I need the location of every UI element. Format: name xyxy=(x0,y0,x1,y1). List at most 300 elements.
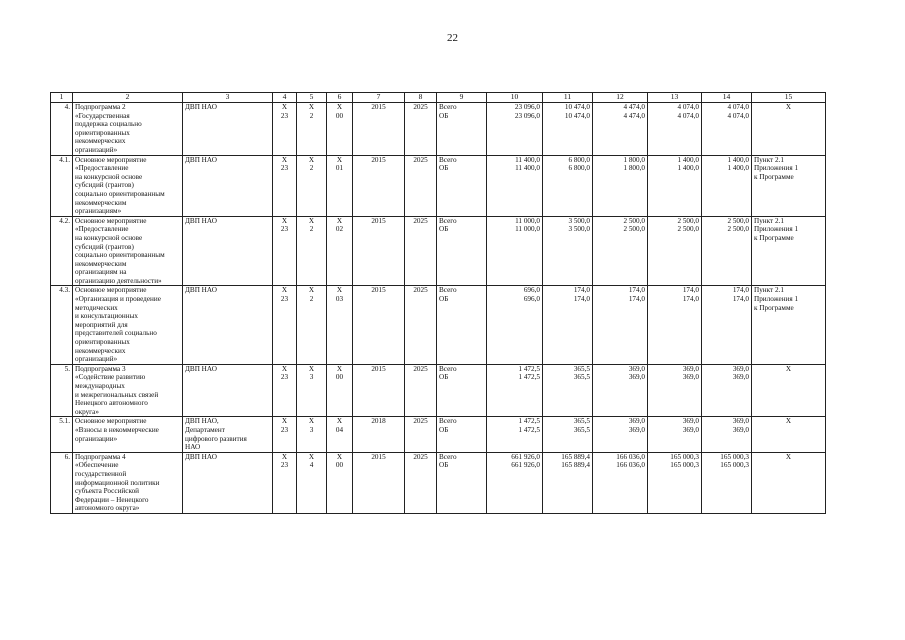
row-name-line: автономного округа» xyxy=(75,504,140,513)
code-c4 xyxy=(273,417,297,452)
page-number: 22 xyxy=(447,32,458,44)
code-c5 xyxy=(297,452,327,513)
end-year xyxy=(405,364,437,417)
amount-total: 174,0 xyxy=(682,286,699,295)
amount-v11 xyxy=(543,452,593,513)
code-c5 xyxy=(297,364,327,417)
row-note xyxy=(752,452,826,513)
amount-total: 1 472,5 xyxy=(518,364,540,373)
amount-v13 xyxy=(648,452,702,513)
amount-ob: 2 500,0 xyxy=(677,225,699,234)
code-value: Х xyxy=(281,103,288,111)
code-value: 23 xyxy=(280,373,289,382)
amount-total: 165 000,3 xyxy=(720,452,749,461)
amount-v13 xyxy=(648,155,702,216)
row-name-line: организациям на xyxy=(75,268,127,277)
amount-total: 174,0 xyxy=(573,286,590,295)
funding-source-ob: ОБ xyxy=(439,164,449,173)
amount-total: 1 400,0 xyxy=(677,155,699,164)
end-year-text: 2025 xyxy=(413,216,428,225)
row-name-line: международных xyxy=(75,382,125,390)
header-cell: 12 xyxy=(593,93,648,103)
end-year-text: 2025 xyxy=(413,364,428,373)
row-name-line: государственной xyxy=(75,469,127,478)
amount-ob: 165 889,4 xyxy=(561,461,590,470)
amount-total: 369,0 xyxy=(732,417,749,426)
amount-total: 369,0 xyxy=(628,364,645,373)
row-name-line: некоммерческих xyxy=(75,137,126,146)
row-name-line: на конкурсной основе xyxy=(75,172,143,181)
funding-source-ob: ОБ xyxy=(439,111,449,120)
amount-total: 11 000,0 xyxy=(515,216,540,225)
end-year-text: 2025 xyxy=(413,286,428,295)
code-value: Х xyxy=(336,452,343,461)
amount-total: 1 800,0 xyxy=(623,155,645,164)
row-note-line: Х xyxy=(785,417,792,426)
code-value: 23 xyxy=(280,111,289,120)
program-table xyxy=(50,92,826,514)
code-c5 xyxy=(297,155,327,216)
row-name-line: «Взносы в некоммерческие xyxy=(75,425,159,434)
amount-ob: 369,0 xyxy=(732,373,749,382)
funding-source xyxy=(437,155,487,216)
row-name-line: Основное мероприятие xyxy=(75,417,147,426)
code-value: Х xyxy=(308,417,315,426)
code-value: 01 xyxy=(335,164,344,173)
amount-v10 xyxy=(487,364,543,417)
end-year-text: 2025 xyxy=(413,452,428,461)
amount-ob: 174,0 xyxy=(732,295,749,304)
row-note-line: Х xyxy=(785,364,792,373)
row-note-line: Х xyxy=(785,103,792,111)
amount-ob: 11 000,0 xyxy=(515,225,540,234)
code-value: Х xyxy=(336,216,343,225)
header-cell: 14 xyxy=(702,93,752,103)
row-name-line: мероприятий для xyxy=(75,320,128,329)
row-executor-line: ДВП НАО xyxy=(185,103,217,111)
amount-v11 xyxy=(543,103,593,156)
funding-source xyxy=(437,286,487,364)
row-name-line: Подпрограмма 3 xyxy=(75,364,126,373)
code-c4 xyxy=(273,155,297,216)
end-year xyxy=(405,286,437,364)
amount-ob: 10 474,0 xyxy=(564,111,590,120)
code-value: 23 xyxy=(280,164,289,173)
amount-v12 xyxy=(593,452,648,513)
amount-total: 165 889,4 xyxy=(561,452,590,461)
amount-v14 xyxy=(702,452,752,513)
row-name-line: «Обеспечение xyxy=(75,461,119,470)
start-year xyxy=(353,364,405,417)
amount-v11 xyxy=(543,286,593,364)
code-value: Х xyxy=(281,155,288,164)
header-cell: 3 xyxy=(183,93,273,103)
amount-ob: 369,0 xyxy=(628,425,645,434)
funding-source-ob: ОБ xyxy=(439,425,449,434)
amount-total: 369,0 xyxy=(628,417,645,426)
code-value: 3 xyxy=(309,373,314,382)
start-year xyxy=(353,155,405,216)
amount-ob: 2 500,0 xyxy=(623,225,645,234)
row-executor-line: ДВП НАО xyxy=(185,452,217,461)
funding-source-total: Всего xyxy=(439,417,457,426)
row-note-line: Приложения 1 xyxy=(754,295,799,304)
table-row xyxy=(51,216,826,286)
header-cell: 8 xyxy=(405,93,437,103)
row-number xyxy=(51,103,73,156)
row-number xyxy=(51,452,73,513)
row-executor xyxy=(183,155,273,216)
row-name xyxy=(73,417,183,452)
row-name xyxy=(73,103,183,156)
amount-ob: 174,0 xyxy=(682,295,699,304)
amount-v14 xyxy=(702,417,752,452)
code-value: 23 xyxy=(280,295,289,304)
row-number-text: 6. xyxy=(64,452,70,461)
funding-source-total: Всего xyxy=(439,155,457,164)
amount-ob: 369,0 xyxy=(628,373,645,382)
funding-source-ob: ОБ xyxy=(439,295,449,304)
amount-ob: 1 400,0 xyxy=(727,164,749,173)
row-number xyxy=(51,417,73,452)
row-name-line: Основное мероприятие xyxy=(75,216,147,225)
row-name-line: организации» xyxy=(75,434,118,443)
start-year-text: 2015 xyxy=(371,286,386,295)
row-executor-line: ДВП НАО xyxy=(185,364,217,373)
funding-source-ob: ОБ xyxy=(439,461,449,470)
header-cell: 15 xyxy=(752,93,826,103)
start-year xyxy=(353,417,405,452)
row-note-line: Х xyxy=(785,452,792,461)
row-executor xyxy=(183,364,273,417)
amount-total: 165 000,3 xyxy=(670,452,699,461)
row-note-line: Приложения 1 xyxy=(754,164,799,173)
row-executor-line: цифрового развития xyxy=(185,434,247,443)
amount-total: 1 400,0 xyxy=(727,155,749,164)
amount-v10 xyxy=(487,452,543,513)
code-value: Х xyxy=(308,216,315,225)
code-value: 2 xyxy=(309,225,314,234)
code-c6 xyxy=(327,216,353,286)
row-note-line: Пункт 2.1 xyxy=(754,286,784,295)
code-c6 xyxy=(327,364,353,417)
code-value: 00 xyxy=(335,461,344,470)
amount-ob: 166 036,0 xyxy=(616,461,645,470)
header-cell: 11 xyxy=(543,93,593,103)
row-name-line: представителей социально xyxy=(75,329,157,338)
start-year-text: 2015 xyxy=(371,155,386,164)
amount-ob: 369,0 xyxy=(732,425,749,434)
amount-v11 xyxy=(543,155,593,216)
amount-total: 174,0 xyxy=(628,286,645,295)
table-row xyxy=(51,103,826,156)
row-name-line: субъекта Российской xyxy=(75,487,140,496)
row-name-line: информационной политики xyxy=(75,478,160,487)
row-number xyxy=(51,216,73,286)
funding-source xyxy=(437,452,487,513)
amount-total: 369,0 xyxy=(682,417,699,426)
amount-total: 2 500,0 xyxy=(623,216,645,225)
amount-ob: 11 400,0 xyxy=(515,164,540,173)
code-value: Х xyxy=(336,286,343,295)
amount-ob: 661 926,0 xyxy=(511,461,540,470)
amount-total: 23 096,0 xyxy=(514,103,540,111)
row-number xyxy=(51,155,73,216)
amount-ob: 165 000,3 xyxy=(720,461,749,470)
amount-v10 xyxy=(487,417,543,452)
amount-v14 xyxy=(702,364,752,417)
code-value: 03 xyxy=(335,295,344,304)
amount-v14 xyxy=(702,155,752,216)
row-executor-line: НАО xyxy=(185,443,201,452)
start-year-text: 2015 xyxy=(371,216,386,225)
row-executor xyxy=(183,286,273,364)
end-year-text: 2025 xyxy=(413,155,428,164)
amount-v12 xyxy=(593,364,648,417)
row-note xyxy=(752,417,826,452)
header-cell: 6 xyxy=(327,93,353,103)
funding-source xyxy=(437,103,487,156)
code-value: 23 xyxy=(280,225,289,234)
row-name-line: организациям» xyxy=(75,207,122,216)
row-name-line: Ненецкого автономного xyxy=(75,399,148,408)
row-name-line: методических xyxy=(75,303,118,312)
row-name-line: Федерации – Ненецкого xyxy=(75,495,149,504)
row-executor xyxy=(183,417,273,452)
row-number-text: 5.1. xyxy=(59,417,70,426)
amount-v13 xyxy=(648,103,702,156)
row-number xyxy=(51,286,73,364)
header-cell: 5 xyxy=(297,93,327,103)
end-year xyxy=(405,155,437,216)
row-name xyxy=(73,286,183,364)
table-row xyxy=(51,155,826,216)
row-name-line: и межрегиональных связей xyxy=(75,390,159,399)
row-name-line: округа» xyxy=(75,407,99,416)
code-c6 xyxy=(327,103,353,156)
start-year-text: 2018 xyxy=(371,417,386,426)
row-note-line: к Программе xyxy=(754,233,794,242)
funding-source-total: Всего xyxy=(439,286,457,295)
amount-v10 xyxy=(487,103,543,156)
row-name-line: Основное мероприятие xyxy=(75,286,147,295)
amount-ob: 369,0 xyxy=(682,425,699,434)
start-year-text: 2015 xyxy=(371,452,386,461)
code-c6 xyxy=(327,417,353,452)
amount-ob: 23 096,0 xyxy=(514,111,540,120)
amount-v13 xyxy=(648,286,702,364)
amount-ob: 174,0 xyxy=(573,295,590,304)
amount-total: 4 074,0 xyxy=(727,103,749,111)
code-value: Х xyxy=(281,417,288,426)
amount-v12 xyxy=(593,216,648,286)
row-name-line: субсидий (грантов) xyxy=(75,242,134,251)
row-name-line: на конкурсной основе xyxy=(75,233,143,242)
amount-ob: 4 074,0 xyxy=(677,111,699,120)
row-name-line: субсидий (грантов) xyxy=(75,181,134,190)
amount-total: 10 474,0 xyxy=(564,103,590,111)
code-c6 xyxy=(327,452,353,513)
funding-source xyxy=(437,417,487,452)
row-number xyxy=(51,364,73,417)
row-executor xyxy=(183,216,273,286)
code-c4 xyxy=(273,286,297,364)
row-name-line: и консультационных xyxy=(75,312,138,321)
amount-ob: 365,5 xyxy=(573,373,590,382)
code-c5 xyxy=(297,417,327,452)
code-c5 xyxy=(297,103,327,156)
row-executor-line: Департамент xyxy=(185,425,225,434)
header-cell: 7 xyxy=(353,93,405,103)
amount-ob: 6 800,0 xyxy=(568,164,590,173)
code-c5 xyxy=(297,216,327,286)
row-executor-line: ДВП НАО xyxy=(185,286,217,295)
code-c4 xyxy=(273,364,297,417)
amount-total: 166 036,0 xyxy=(616,452,645,461)
end-year xyxy=(405,103,437,156)
code-value: Х xyxy=(281,216,288,225)
funding-source-total: Всего xyxy=(439,216,457,225)
amount-total: 3 500,0 xyxy=(568,216,590,225)
code-value: Х xyxy=(308,286,315,295)
amount-total: 2 500,0 xyxy=(727,216,749,225)
code-value: 2 xyxy=(309,295,314,304)
row-note-line: к Программе xyxy=(754,303,794,312)
row-name xyxy=(73,216,183,286)
code-value: Х xyxy=(281,452,288,461)
funding-source xyxy=(437,216,487,286)
end-year-text: 2025 xyxy=(413,103,428,111)
amount-ob: 165 000,3 xyxy=(670,461,699,470)
row-note xyxy=(752,155,826,216)
amount-ob: 174,0 xyxy=(628,295,645,304)
row-name-line: некоммерческих xyxy=(75,346,126,355)
row-note-line: Пункт 2.1 xyxy=(754,155,784,164)
row-name-line: поддержка социально xyxy=(75,120,142,129)
row-number-text: 4.2. xyxy=(59,216,70,225)
amount-v10 xyxy=(487,286,543,364)
row-name-line: «Организация и проведение xyxy=(75,295,161,304)
row-name-line: некоммерческим xyxy=(75,259,127,268)
row-executor xyxy=(183,103,273,156)
row-name-line: «Предоставление xyxy=(75,225,129,234)
row-name-line: социально ориентированным xyxy=(75,251,165,260)
row-name-line: «Содействие развитию xyxy=(75,373,146,382)
amount-total: 1 472,5 xyxy=(518,417,540,426)
funding-source xyxy=(437,364,487,417)
row-number-text: 4. xyxy=(64,103,70,111)
code-value: 3 xyxy=(309,425,314,434)
amount-ob: 3 500,0 xyxy=(568,225,590,234)
code-value: 00 xyxy=(335,373,344,382)
row-executor-line: ДВП НАО, xyxy=(185,417,219,426)
row-note xyxy=(752,286,826,364)
amount-total: 365,5 xyxy=(573,364,590,373)
code-value: 2 xyxy=(309,111,314,120)
row-name-line: Основное мероприятие xyxy=(75,155,147,164)
amount-total: 365,5 xyxy=(573,417,590,426)
start-year-text: 2015 xyxy=(371,364,386,373)
amount-v13 xyxy=(648,216,702,286)
amount-ob: 1 800,0 xyxy=(623,164,645,173)
start-year-text: 2015 xyxy=(371,103,386,111)
amount-total: 369,0 xyxy=(732,364,749,373)
code-c6 xyxy=(327,286,353,364)
funding-source-ob: ОБ xyxy=(439,373,449,382)
table-row xyxy=(51,417,826,452)
row-name-line: ориентированных xyxy=(75,128,130,137)
code-c4 xyxy=(273,452,297,513)
end-year xyxy=(405,452,437,513)
amount-v13 xyxy=(648,417,702,452)
start-year xyxy=(353,452,405,513)
amount-total: 4 474,0 xyxy=(623,103,645,111)
amount-ob: 2 500,0 xyxy=(727,225,749,234)
row-note xyxy=(752,216,826,286)
row-name xyxy=(73,155,183,216)
header-row xyxy=(51,93,826,103)
row-name-line: «Государственная xyxy=(75,111,130,120)
end-year xyxy=(405,216,437,286)
row-executor-line: ДВП НАО xyxy=(185,216,217,225)
code-value: Х xyxy=(281,286,288,295)
amount-ob: 1 472,5 xyxy=(518,425,540,434)
row-note xyxy=(752,364,826,417)
start-year xyxy=(353,103,405,156)
code-value: Х xyxy=(308,155,315,164)
amount-total: 11 400,0 xyxy=(515,155,540,164)
amount-v10 xyxy=(487,216,543,286)
amount-total: 696,0 xyxy=(523,286,540,295)
funding-source-total: Всего xyxy=(439,364,457,373)
end-year-text: 2025 xyxy=(413,417,428,426)
code-value: 02 xyxy=(335,225,344,234)
amount-total: 6 800,0 xyxy=(568,155,590,164)
code-value: Х xyxy=(308,364,315,373)
start-year xyxy=(353,286,405,364)
funding-source-total: Всего xyxy=(439,103,457,111)
amount-v11 xyxy=(543,216,593,286)
row-name xyxy=(73,364,183,417)
code-value: Х xyxy=(336,364,343,373)
amount-ob: 4 474,0 xyxy=(623,111,645,120)
code-c6 xyxy=(327,155,353,216)
amount-total: 2 500,0 xyxy=(677,216,699,225)
row-name-line: некоммерческим xyxy=(75,198,127,207)
amount-ob: 369,0 xyxy=(682,373,699,382)
code-value: Х xyxy=(336,417,343,426)
amount-v12 xyxy=(593,103,648,156)
code-value: 2 xyxy=(309,164,314,173)
header-cell: 1 xyxy=(51,93,73,103)
header-cell: 2 xyxy=(73,93,183,103)
row-note-line: к Программе xyxy=(754,172,794,181)
code-value: Х xyxy=(308,103,315,111)
code-value: 04 xyxy=(335,425,344,434)
amount-ob: 1 400,0 xyxy=(677,164,699,173)
amount-ob: 4 074,0 xyxy=(727,111,749,120)
funding-source-ob: ОБ xyxy=(439,225,449,234)
code-c4 xyxy=(273,216,297,286)
amount-v14 xyxy=(702,103,752,156)
code-c5 xyxy=(297,286,327,364)
amount-total: 174,0 xyxy=(732,286,749,295)
amount-v12 xyxy=(593,417,648,452)
row-number-text: 4.1. xyxy=(59,155,70,164)
amount-total: 369,0 xyxy=(682,364,699,373)
funding-source-total: Всего xyxy=(439,452,457,461)
row-name-line: Подпрограмма 2 xyxy=(75,103,126,111)
